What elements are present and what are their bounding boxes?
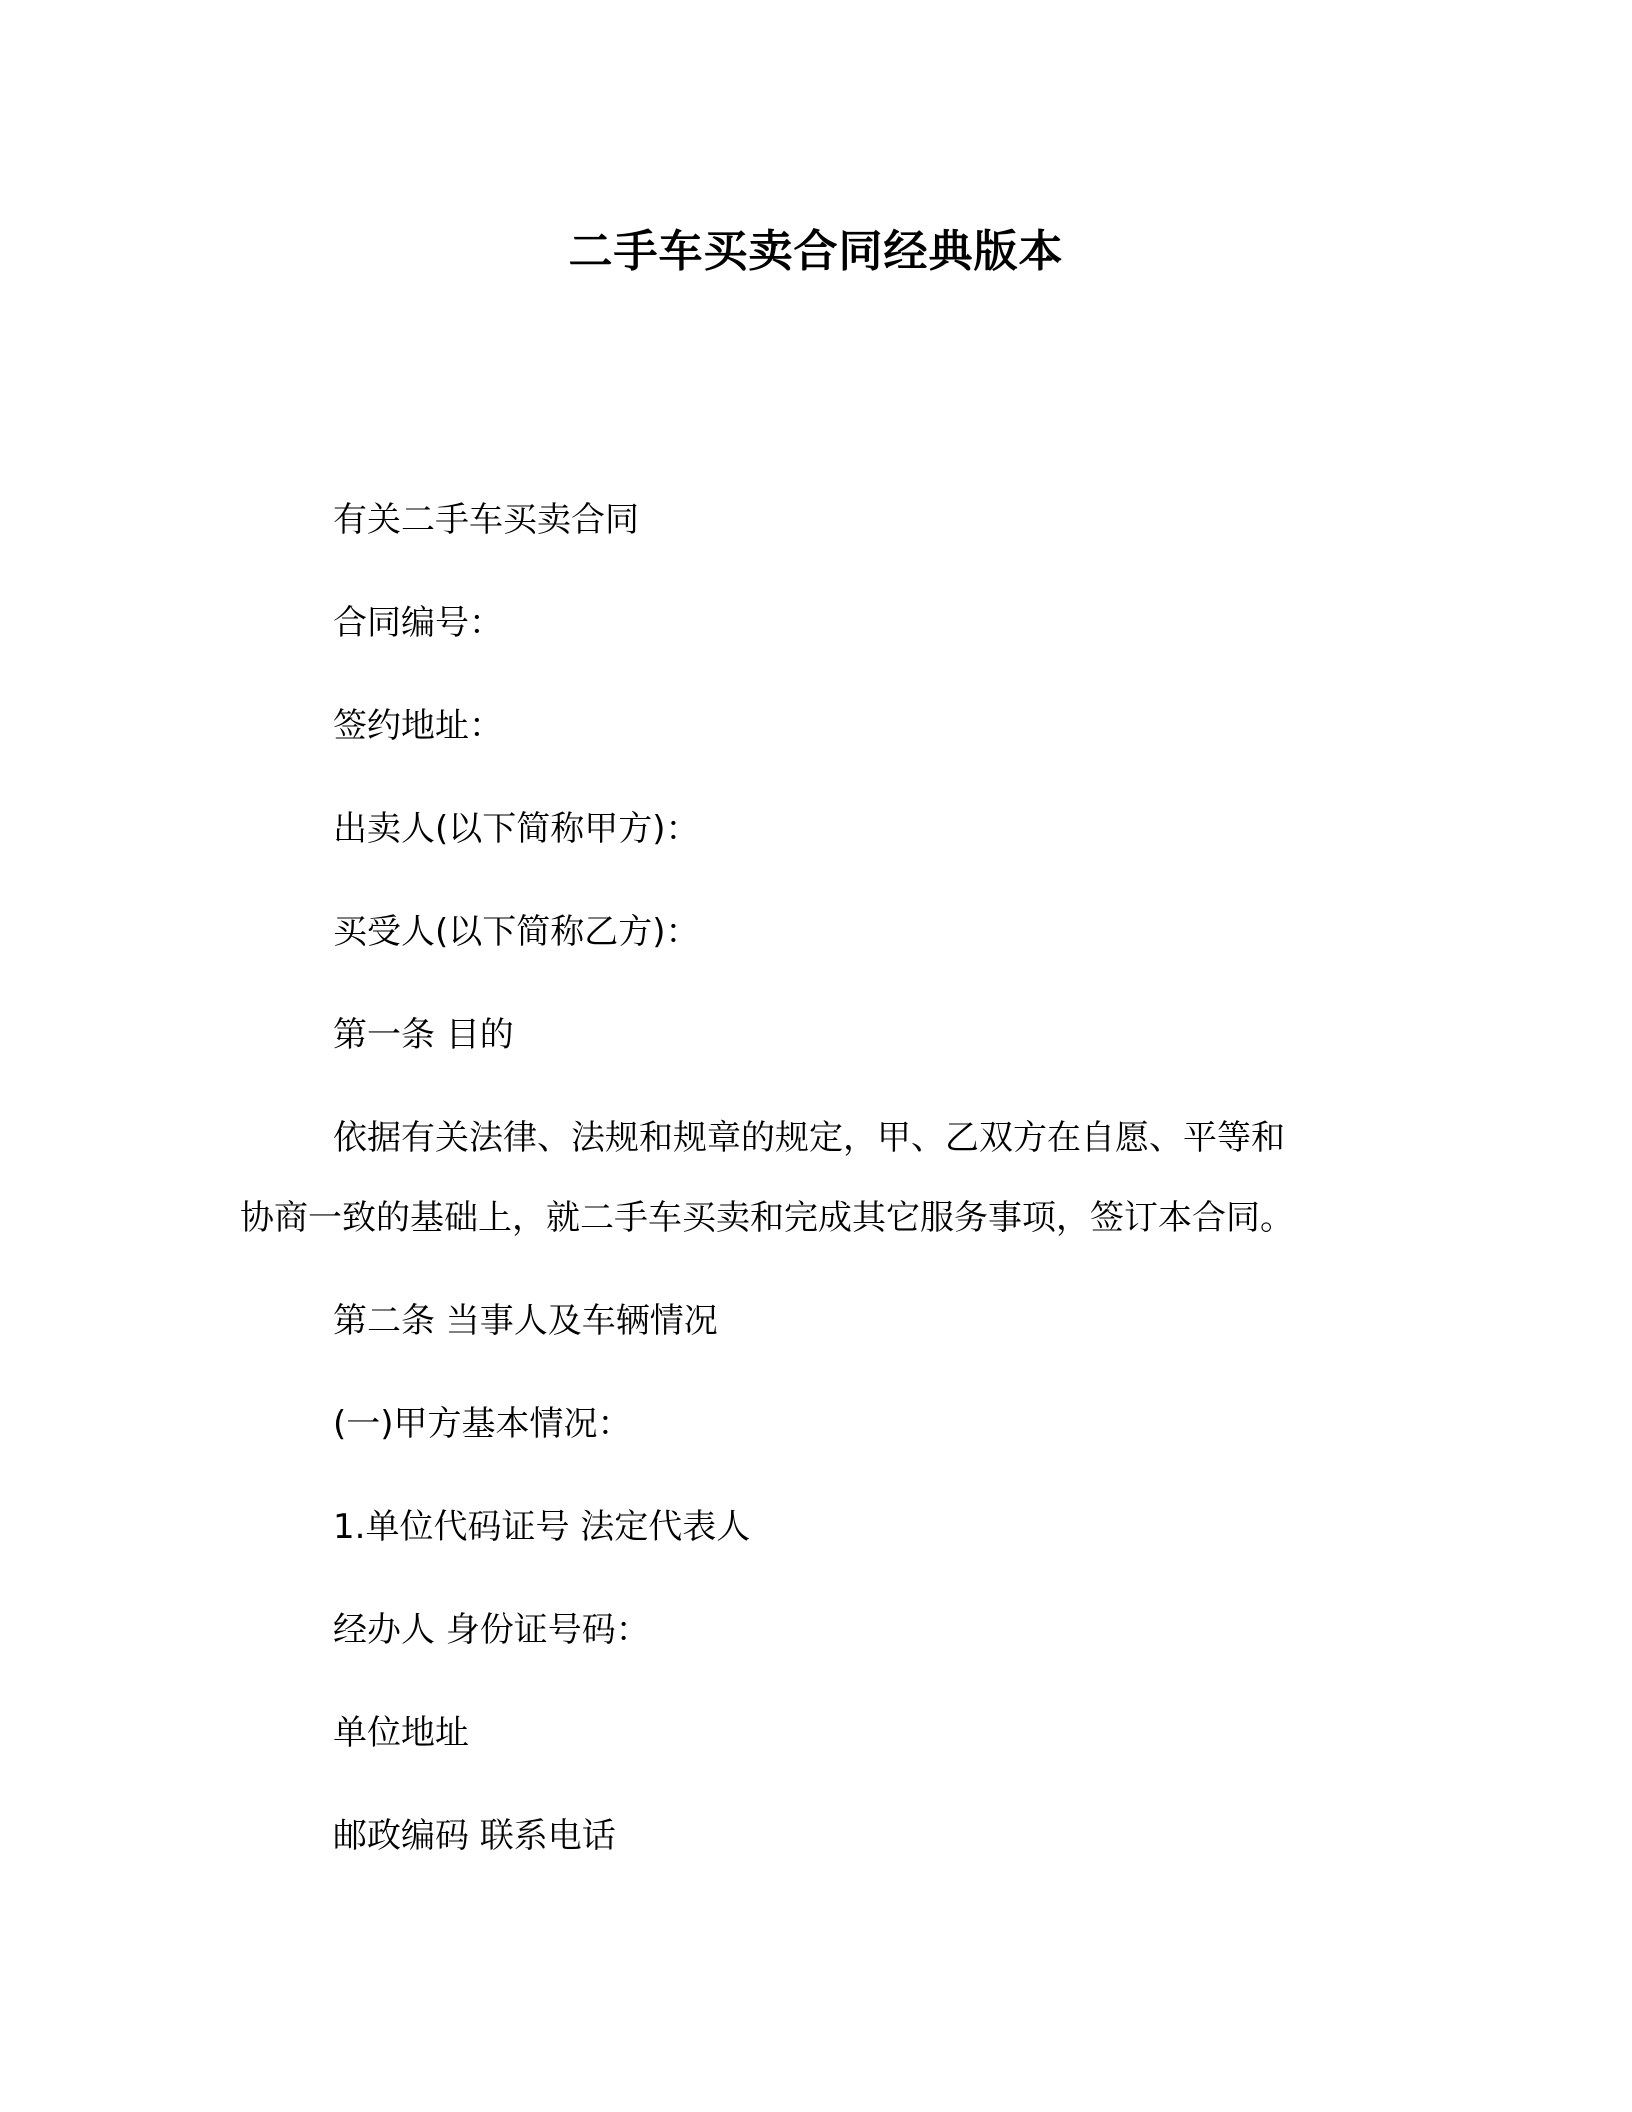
unit-address-label: 单位地址 [333, 1713, 469, 1753]
signing-address-label: 签约地址： [333, 706, 503, 746]
contract-heading: 有关二手车买卖合同 [333, 500, 639, 540]
buyer-label: 买受人(以下简称乙方)： [333, 912, 700, 952]
article-1-paragraph-line-1: 依据有关法律、法规和规章的规定，甲、乙双方在自愿、平等和 [333, 1118, 1285, 1158]
postcode-phone-label: 邮政编码 联系电话 [333, 1816, 616, 1856]
article-1-paragraph-line-2: 协商一致的基础上，就二手车买卖和完成其它服务事项，签订本合同。 [240, 1198, 1294, 1238]
contract-number-label: 合同编号： [333, 603, 503, 643]
article-2-heading: 第二条 当事人及车辆情况 [333, 1301, 718, 1341]
article-1-heading: 第一条 目的 [333, 1015, 514, 1055]
unit-code-label: 1.单位代码证号 法定代表人 [333, 1507, 751, 1547]
party-a-info-heading: (一)甲方基本情况： [333, 1404, 632, 1444]
document-title: 二手车买卖合同经典版本 [568, 226, 1064, 277]
seller-label: 出卖人(以下简称甲方)： [333, 809, 700, 849]
agent-id-label: 经办人 身份证号码： [333, 1610, 650, 1650]
